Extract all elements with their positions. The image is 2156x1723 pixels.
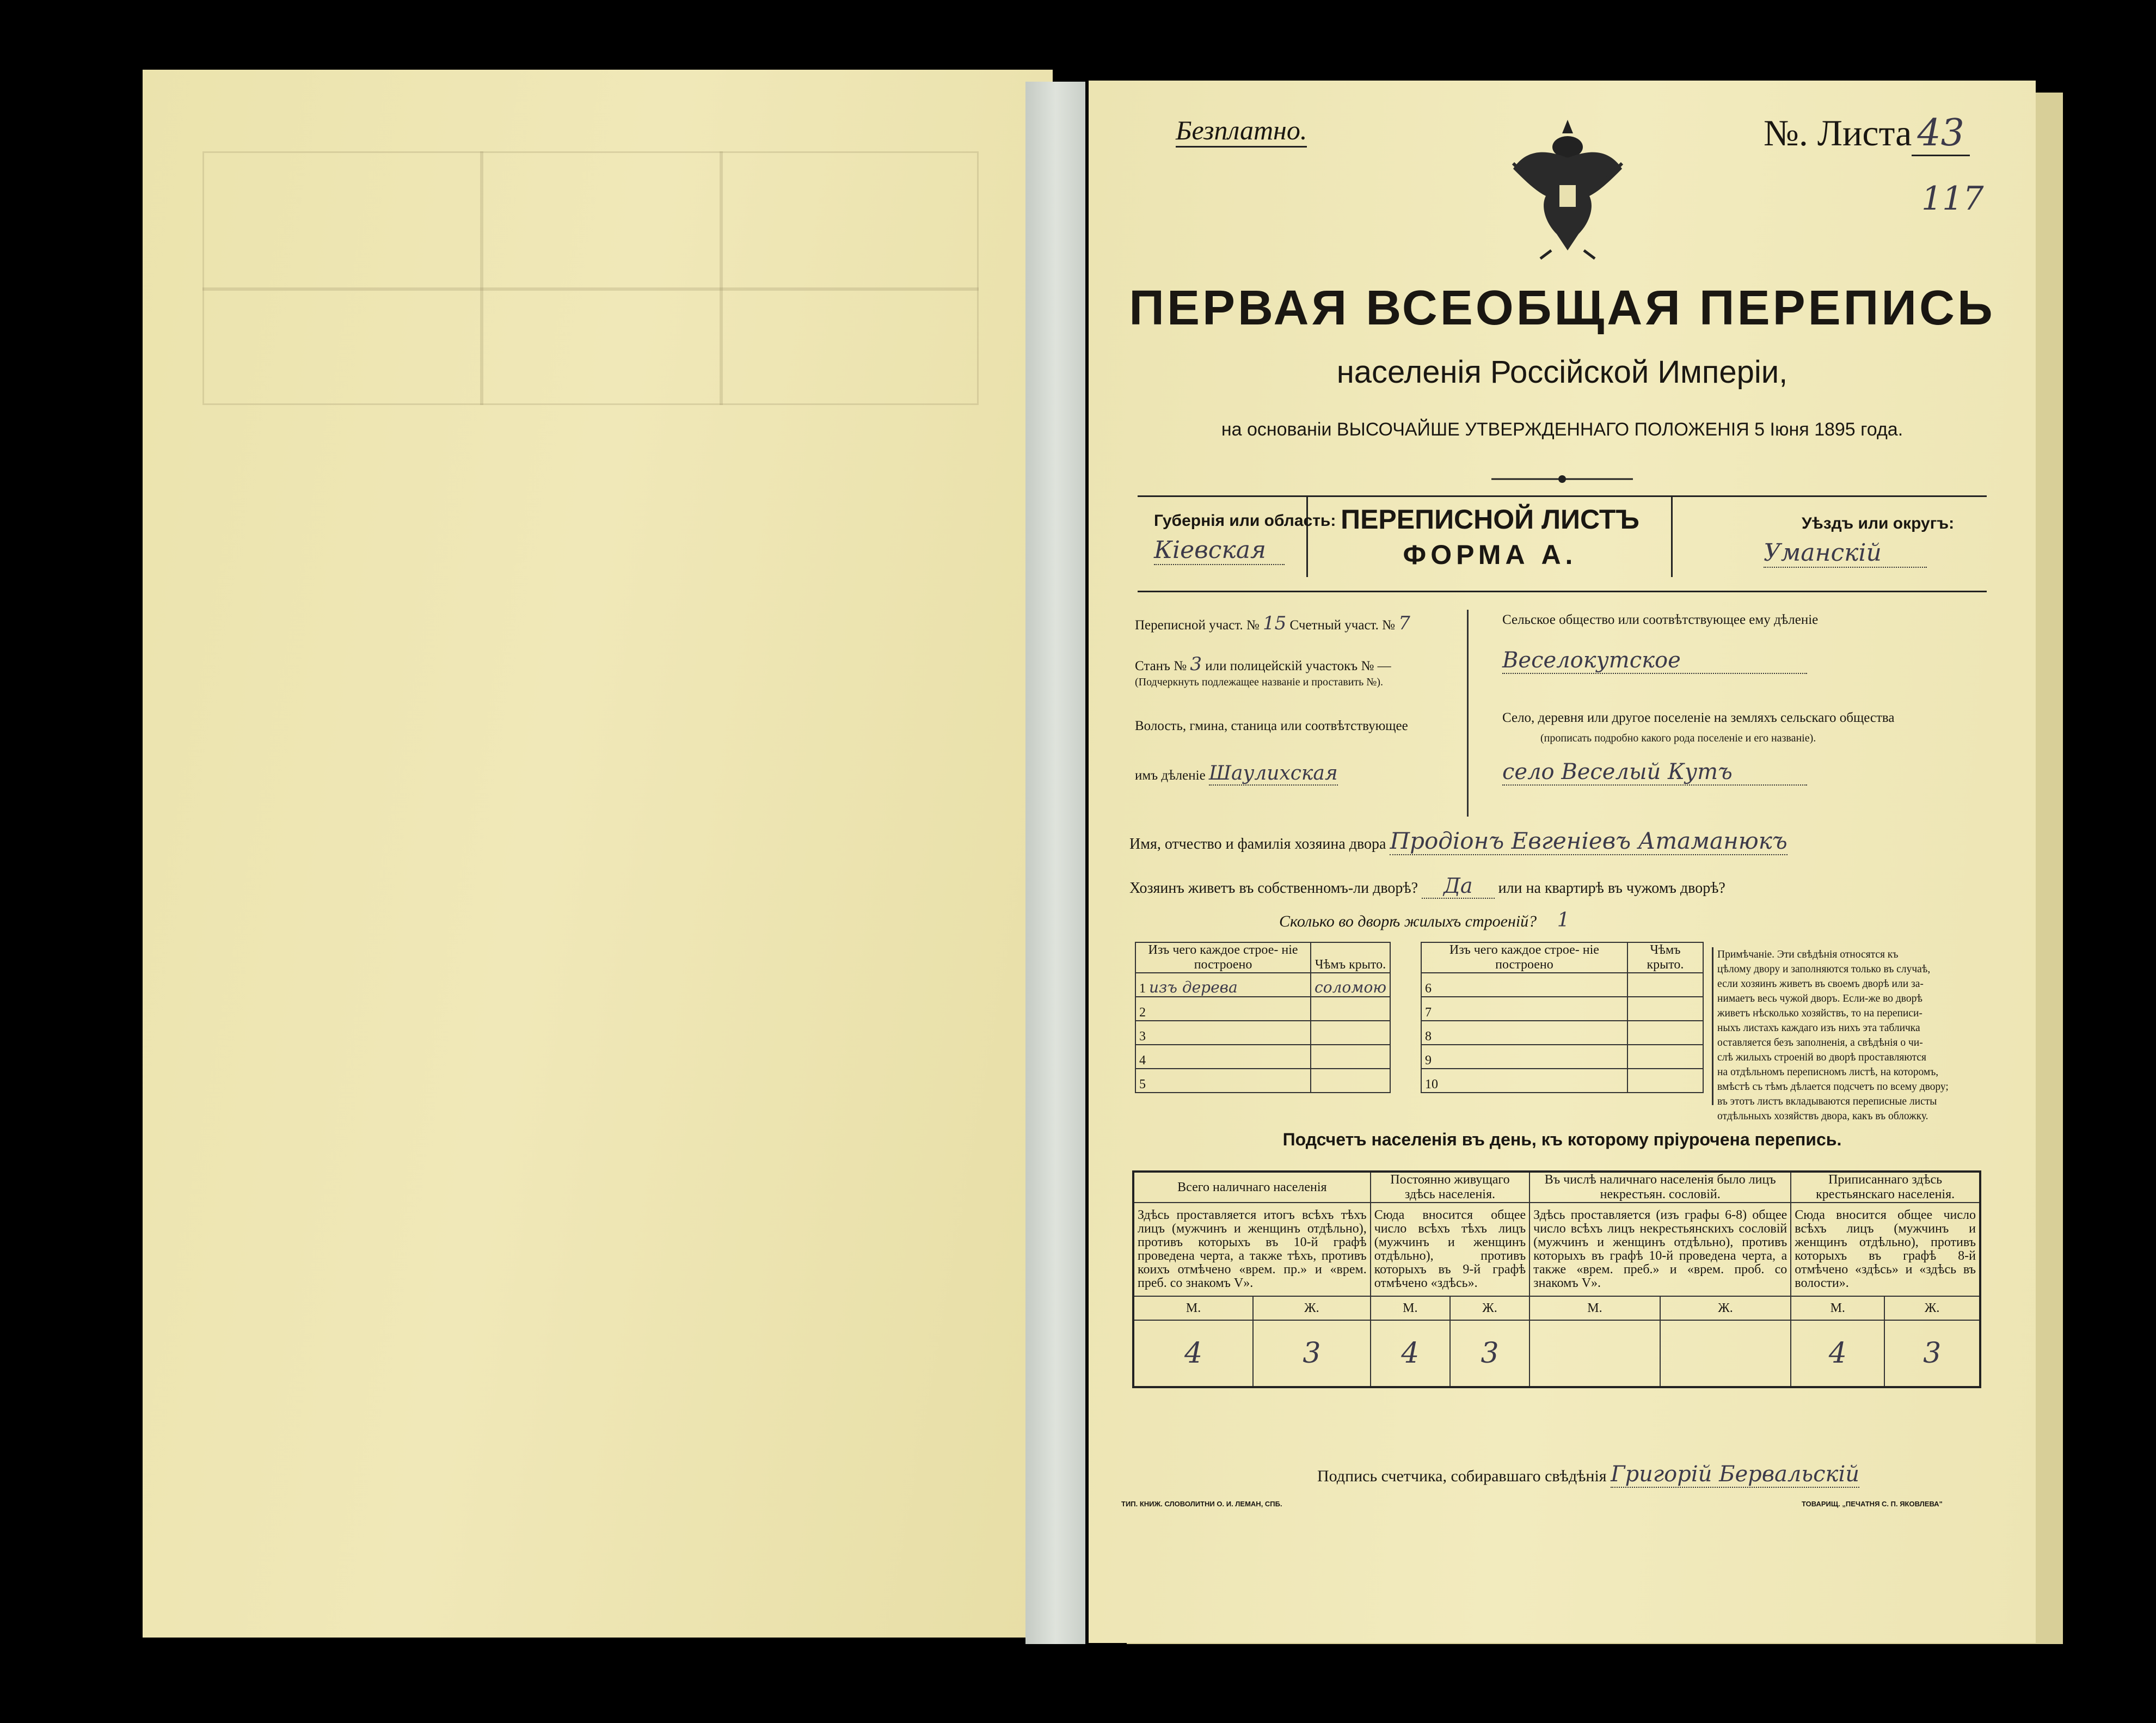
owner-name: Имя, отчество и фамилія хозяина двора Продіонъ Евгеніевъ Атаманюкъ [1129,827,1788,854]
total-female: 3 [1253,1320,1371,1387]
bleed-through-line [720,151,723,405]
peasant-female: 3 [1884,1320,1980,1387]
signature-label: Подпись счетчика, собиравшаго свѣдѣнія [1317,1467,1607,1485]
total-male: 4 [1133,1320,1253,1387]
legal-basis: на основаніи ВЫСОЧАЙШЕ УТВЕРЖДЕННАГО ПОЛОЖЕНІЯ 5 Іюня 1895 года. [1221,419,1903,440]
census-district-value: 15 [1263,612,1287,634]
subtitle: населенія Россійской Имперіи, [1336,354,1788,390]
bleed-through-line [480,151,483,405]
printer-left: ТИП. КНИЖ. СЛОВОЛИТНИ О. И. ЛЕМАН, СПБ. [1121,1500,1282,1508]
division-value: Шаулихская [1208,762,1338,784]
table-row: 9 [1421,1045,1703,1069]
form-title: ПЕРЕПИСНОЙ ЛИСТЪ [1341,504,1639,535]
gubernia-label: Губернія или область: [1154,512,1336,530]
permanent-male: 4 [1371,1320,1450,1387]
census-district: Переписной участ. № 15 Счетный участ. № 7 [1135,612,1410,634]
underline-note: (Подчеркнуть подлежащее названіе и проставить №). [1135,676,1383,688]
table-row: 1 изъ дерева соломою [1135,973,1390,997]
main-title: ПЕРВАЯ ВСЕОБЩАЯ ПЕРЕПИСЬ [1129,281,1995,335]
uezd-label: Уѣздъ или округъ: [1802,514,1955,532]
village-value: село Веселый Кутъ [1502,759,1807,786]
volost-label: Волость, гмина, станица или соотвѣтствующее [1135,719,1408,733]
division: имъ дѣленіе Шаулихская [1135,762,1338,784]
counting-district-value: 7 [1398,612,1410,634]
table-row: 3 [1135,1021,1390,1045]
buildings-table-right: Изъ чего каждое строе- ніе построено Чѣмъ крыто. 6 7 8 9 10 [1421,942,1704,1093]
buildings-count: Сколько во дворѣ жилыхъ строеній? 1 [1279,909,1586,931]
society-label: Сельское общество или соотвѣтствующее ему дѣленіе [1502,612,1819,627]
table-row: 7 [1421,997,1703,1021]
address-divider [1467,610,1469,817]
society-value: Веселокутское [1502,648,1807,674]
buildings-table-left [1135,942,1391,1093]
box-divider [1306,495,1308,577]
col-material-header: Изъ чего каждое строе- ніе построено [1135,942,1311,973]
own-yard-value: Да [1422,874,1495,899]
owner-name-value: Продіонъ Евгеніевъ Атаманюкъ [1390,827,1788,854]
peasant-male: 4 [1791,1320,1884,1387]
signature [1317,1462,1859,1487]
note-divider [1712,947,1713,1105]
archive-number: 117 [1921,180,1984,218]
imperial-eagle-emblem [1502,114,1633,261]
police-value: — [1377,659,1391,673]
non-peasant-female [1660,1320,1791,1387]
free-label: Безплатно. [1176,114,1307,148]
table-row: 5 [1135,1069,1390,1093]
table-row: 4 [1135,1045,1390,1069]
uezd-value: Уманскій [1764,539,1927,568]
own-yard: Хозяинъ живетъ въ собственномъ-ли дворѣ? Да или на квартирѣ въ чужомъ дворѣ? [1129,874,1725,898]
note-block: Примѣчаніе. Эти свѣдѣнія относятся къ цѣлому двору и заполняются только въ случаѣ, если хозяинъ живетъ въ своемъ дворѣ или за- нимаетъ весь чужой дворъ. Если-же во дворѣ живетъ нѣсколько хозяйствъ, то на переписи- ныхъ листахъ каждаго изъ нихъ эта табличка оставляется безъ заполненія, а свѣдѣнія о чи- слѣ жилыхъ строеній во дворѣ проставляются на отдѣльномъ переписномъ листѣ, на которомъ, вмѣстѣ съ тѣмъ дѣлается подсчетъ по всему двору; въ этотъ листъ вкладываются переписные листы отдѣльныхъ хозяйствъ двора, какъ въ обложку. [1717,949,1949,1122]
left-page [143,70,1053,1638]
binding-spine [1025,82,1085,1644]
sheet-number-value: 43 [1912,112,1970,156]
table-row: 6 [1421,973,1703,997]
signature-value: Григорій Бервальскій [1611,1462,1859,1487]
buildings-count-value: 1 [1557,909,1570,931]
table-row: 10 [1421,1069,1703,1093]
sheet-number-label: №. Листа [1764,112,1912,154]
ornament-divider [1491,474,1633,479]
population-count-table: Всего наличнаго населенія Постоянно живущаго здѣсь населенія. Въ числѣ наличнаго населенія было лицъ некрестьян. сословій. Приписаннаго здѣсь крестьянскаго населенія. Здѣсь проставляется итогъ всѣхъ тѣхъ лицъ (мужчинъ и женщинъ отдѣльно), противъ которыхъ въ 10-й графѣ проведена черта, а также тѣхъ, противъ коихъ отмѣчено «врем. пр.» и «врем. преб. со знакомъ V». Сюда вносится общее число всѣхъ тѣхъ лицъ (мужчинъ и женщинъ отдѣльно), противъ которыхъ въ 9-й графѣ отмѣчено «здѣсь». Здѣсь проставляется (изъ графы 6-8) общее число всѣхъ лицъ некрестьянскихъ сословій (мужчинъ и женщинъ отдѣльно), противъ которыхъ въ графѣ 10-й проведена черта, а также «врем. преб.» и «врем. проб. со знакомъ V». Сюда вносится общее число всѣхъ лицъ (мужчинъ и женщинъ отдѣльно), противъ которыхъ въ графѣ 8-й отмѣчено «здѣсь» и «здѣсь въ волости». М. Ж. М. Ж. М. Ж. М. Ж. 4 3 4 3 4 3 [1132,1170,1981,1388]
village-note: (прописать подробно какого рода поселеніе и его названіе). [1540,732,1816,744]
col-roof-header: Чѣмъ крыто. [1311,942,1390,973]
gubernia-value: Кіевская [1154,536,1285,565]
printer-right: ТОВАРИЩ. „ПЕЧАТНЯ С. П. ЯКОВЛЕВА" [1802,1500,1943,1508]
table-row: 8 [1421,1021,1703,1045]
non-peasant-male [1530,1320,1660,1387]
bleed-through-line [202,287,979,291]
bleed-through-table [202,151,979,405]
stan: Станъ № 3 или полицейскій участокъ № — [1135,653,1391,675]
form-type: ФОРМА А. [1403,539,1577,570]
table-row: 2 [1135,997,1390,1021]
count-title: Подсчетъ населенія въ день, къ которому пріурочена перепись. [1282,1130,1842,1149]
village-label: Село, деревня или другое поселеніе на земляхъ сельскаго общества [1502,710,1895,725]
box-divider [1671,495,1673,577]
count-values-row [1133,1320,1980,1387]
stan-value: 3 [1190,653,1202,675]
sheet-number [1764,112,1970,155]
permanent-female: 3 [1450,1320,1530,1387]
